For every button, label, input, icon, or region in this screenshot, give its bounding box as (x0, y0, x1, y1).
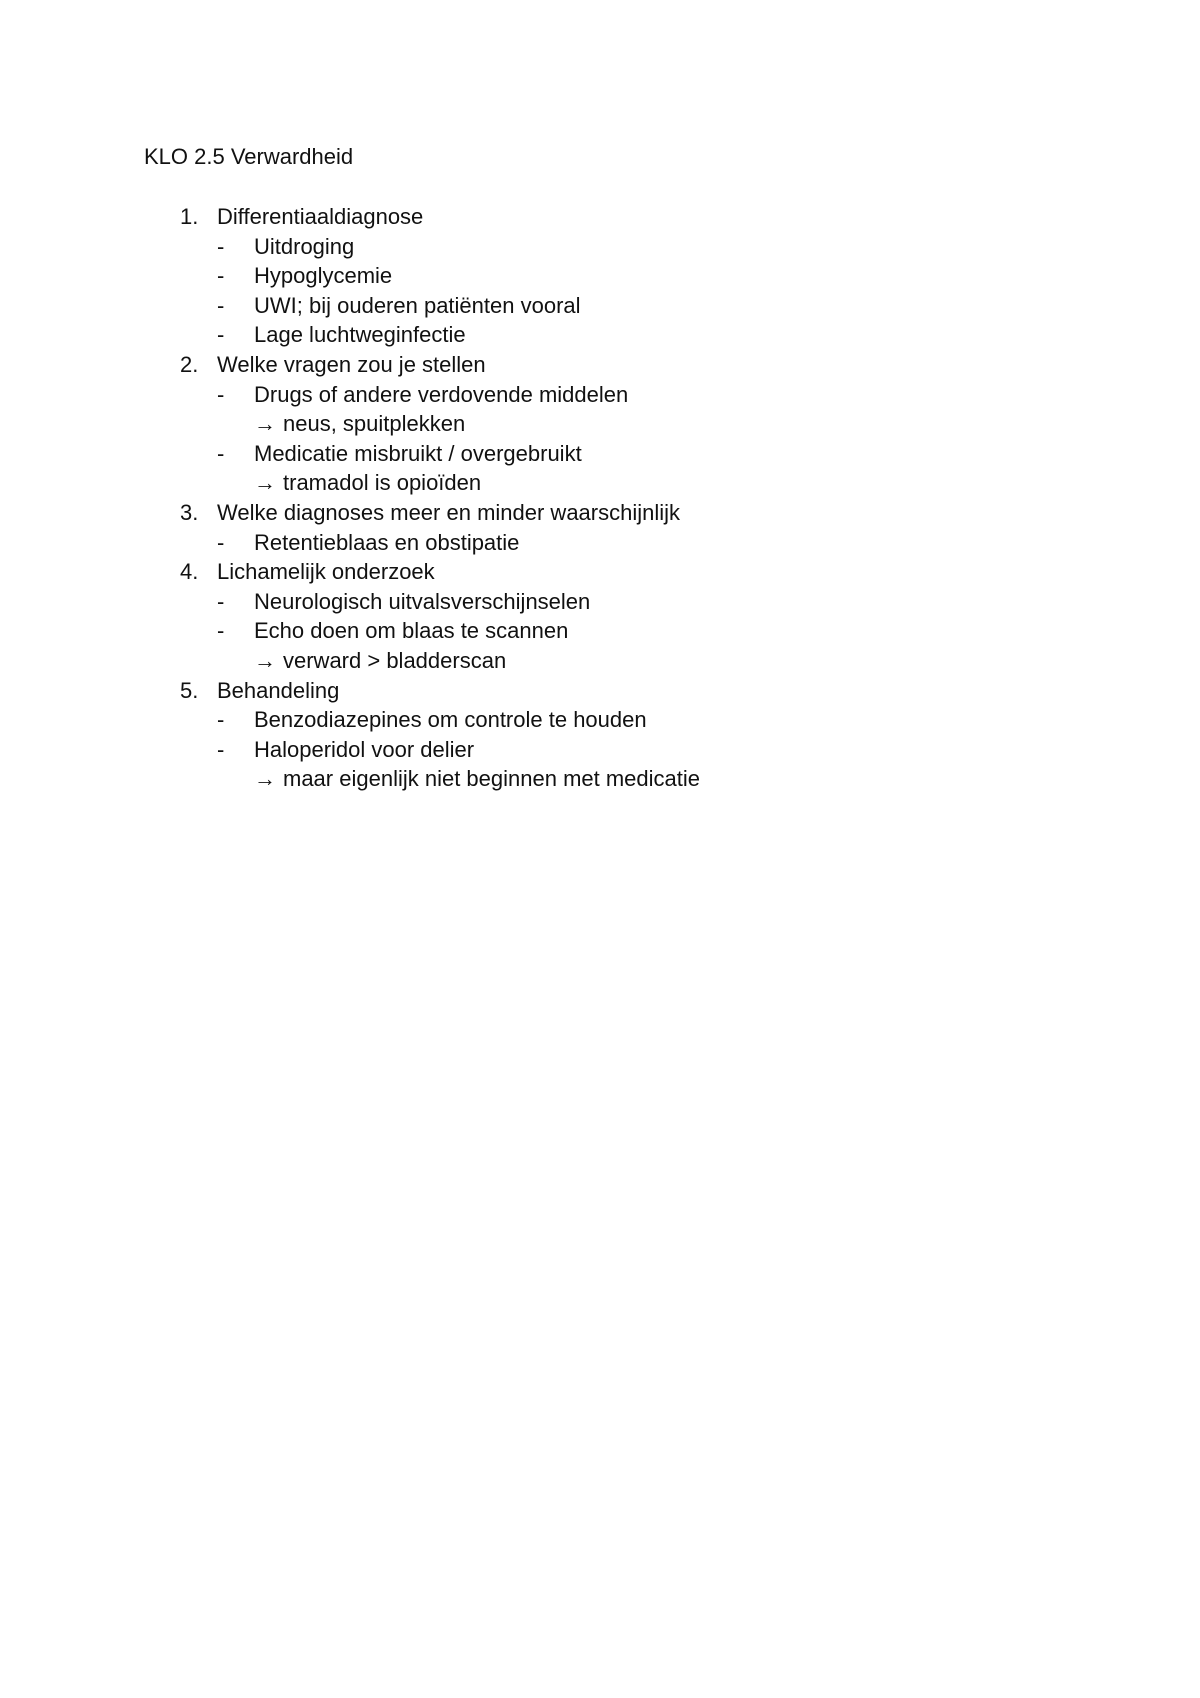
list-item-text: Uitdroging (254, 233, 355, 259)
list-item-text: Medicatie misbruikt / overgebruikt (254, 440, 582, 466)
dash-bullet: - (217, 529, 225, 555)
section-heading-text: Welke vragen zou je stellen (217, 351, 486, 377)
dash-bullet: - (217, 618, 225, 644)
arrow-right-icon: → (254, 470, 276, 496)
arrow-note-text: tramadol is opioïden (283, 470, 482, 496)
dash-bullet: - (217, 233, 225, 259)
document-title: KLO 2.5 Verwardheid (144, 144, 354, 169)
arrow-note-text: verward > bladderscan (283, 647, 507, 673)
section-heading-text: Behandeling (217, 677, 340, 703)
section-heading-text: Lichamelijk onderzoek (217, 559, 435, 585)
arrow-right-icon: → (254, 766, 276, 792)
dash-bullet: - (217, 736, 225, 762)
dash-bullet: - (217, 322, 225, 348)
list-item-text: UWI; bij ouderen patiënten vooral (254, 292, 581, 318)
list-item-text: Haloperidol voor delier (254, 736, 475, 762)
section-heading-text: Differentiaaldiagnose (217, 204, 424, 229)
dash-bullet: - (217, 292, 225, 318)
list-item-text: Benzodiazepines om controle te houden (254, 707, 647, 733)
section-number: 4. (180, 559, 199, 585)
section-number: 5. (180, 677, 199, 703)
arrow-note-text: maar eigenlijk niet beginnen met medicatie (283, 766, 701, 792)
dash-bullet: - (217, 707, 225, 733)
dash-bullet: - (217, 588, 225, 614)
section-number: 3. (180, 499, 199, 525)
arrow-right-icon: → (254, 411, 276, 437)
list-item-text: Drugs of andere verdovende middelen (254, 381, 629, 407)
list-item-text: Lage luchtweginfectie (254, 322, 466, 348)
dash-bullet: - (217, 381, 225, 407)
list-item-text: Neurologisch uitvalsverschijnselen (254, 588, 591, 614)
arrow-right-icon: → (254, 647, 276, 673)
list-item-text: Hypoglycemie (254, 263, 393, 289)
dash-bullet: - (217, 440, 225, 466)
list-item-text: Echo doen om blaas te scannen (254, 618, 569, 644)
arrow-note-text: neus, spuitplekken (283, 411, 466, 437)
section-heading-text: Welke diagnoses meer en minder waarschijnlijk (217, 499, 681, 525)
section-number: 2. (180, 351, 199, 377)
section-number: 1. (180, 204, 199, 229)
list-item-text: Retentieblaas en obstipatie (254, 529, 520, 555)
dash-bullet: - (217, 263, 225, 289)
